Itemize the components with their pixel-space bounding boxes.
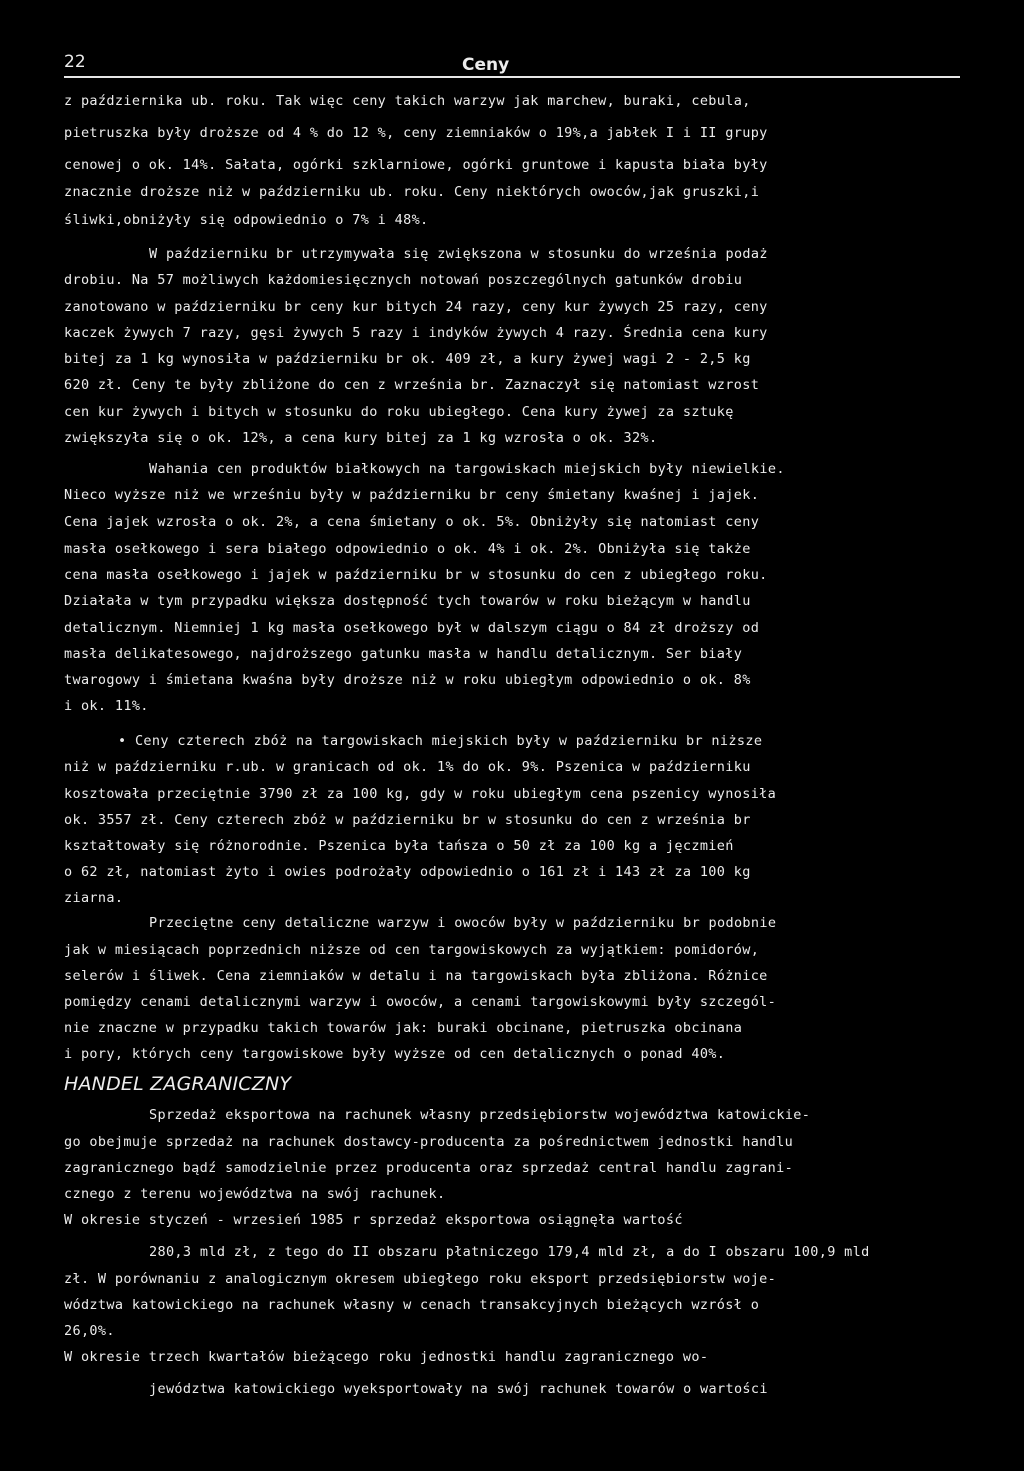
text-line: niż w październiku r.ub. w granicach od ok. 1% do ok. 9%. Pszenica w październiku	[64, 759, 751, 775]
text-line: zagranicznego bądź samodzielnie przez producenta oraz sprzedaż central handlu zagrani-	[64, 1160, 794, 1176]
text-line: cznego z terenu województwa na swój rachunek.	[64, 1186, 446, 1202]
text-line: Wahania cen produktów białkowych na targowiskach miejskich były niewielkie.	[149, 461, 785, 477]
text-line: Nieco wyższe niż we wrześniu były w październiku br ceny śmietany kwaśnej i jajek.	[64, 487, 760, 503]
text-line: ziarna.	[64, 890, 124, 906]
text-line: Sprzedaż eksportowa na rachunek własny przedsiębiorstw województwa katowickie-	[149, 1107, 811, 1123]
text-line: bitej za 1 kg wynosiła w październiku br ok. 409 zł, a kury żywej wagi 2 - 2,5 kg	[64, 351, 751, 367]
text-line: zwiększyła się o ok. 12%, a cena kury bitej za 1 kg wzrosła o ok. 32%.	[64, 430, 658, 446]
text-line: kosztowała przeciętnie 3790 zł za 100 kg, gdy w roku ubiegłym cena pszenicy wynosiła	[64, 786, 777, 802]
page-header	[64, 52, 960, 82]
text-line: ok. 3557 zł. Ceny czterech zbóż w październiku br w stosunku do cen z września br	[64, 812, 751, 828]
text-line: masła osełkowego i sera białego odpowiednio o ok. 4% i ok. 2%. Obniżyła się także	[64, 541, 751, 557]
text-line: śliwki,obniżyły się odpowiednio o 7% i 48%.	[64, 212, 429, 228]
text-line: z października ub. roku. Tak więc ceny takich warzyw jak marchew, buraki, cebula,	[64, 93, 751, 109]
section-heading: HANDEL ZAGRANICZNY	[64, 1073, 292, 1095]
text-line: drobiu. Na 57 możliwych każdomiesięcznych notowań poszczególnych gatunków drobiu	[64, 272, 743, 288]
text-line: selerów i śliwek. Cena ziemniaków w detalu i na targowiskach była zbliżona. Różnice	[64, 968, 768, 984]
text-line: • Ceny czterech zbóż na targowiskach miejskich były w październiku br niższe	[118, 733, 763, 749]
text-line: o 62 zł, natomiast żyto i owies podrożały odpowiednio o 161 zł i 143 zł za 100 kg	[64, 864, 751, 880]
text-line: Działała w tym przypadku większa dostępność tych towarów w roku bieżącym w handlu	[64, 593, 751, 609]
text-line: i ok. 11%.	[64, 698, 149, 714]
text-line: cenowej o ok. 14%. Sałata, ogórki szklarniowe, ogórki gruntowe i kapusta biała były	[64, 157, 768, 173]
text-line: kształtowały się różnorodnie. Pszenica była tańsza o 50 zł za 100 kg a jęczmień	[64, 838, 734, 854]
text-line: twarogowy i śmietana kwaśna były droższe niż w roku ubiegłym odpowiednio o ok. 8%	[64, 672, 751, 688]
text-line: W okresie styczeń - wrzesień 1985 r sprzedaż eksportowa osiągnęła wartość	[64, 1212, 683, 1228]
text-line: Cena jajek wzrosła o ok. 2%, a cena śmietany o ok. 5%. Obniżyły się natomiast ceny	[64, 514, 760, 530]
text-line: kaczek żywych 7 razy, gęsi żywych 5 razy i indyków żywych 4 razy. Średnia cena kury	[64, 325, 768, 341]
text-line: masła delikatesowego, najdroższego gatunku masła w handlu detalicznym. Ser biały	[64, 646, 743, 662]
text-line: i pory, których ceny targowiskowe były wyższe od cen detalicznych o ponad 40%.	[64, 1046, 726, 1062]
page-number: 22	[64, 52, 86, 72]
running-title: Ceny	[462, 55, 510, 75]
text-line: W październiku br utrzymywała się zwiększona w stosunku do września podaż	[149, 246, 768, 262]
text-line: znacznie droższe niż w październiku ub. roku. Ceny niektórych owoców,jak gruszki,i	[64, 184, 760, 200]
text-line: detalicznym. Niemniej 1 kg masła osełkowego był w dalszym ciągu o 84 zł droższy od	[64, 620, 760, 636]
text-line: wództwa katowickiego na rachunek własny w cenach transakcyjnych bieżących wzrósł o	[64, 1297, 760, 1313]
text-line: cen kur żywych i bitych w stosunku do roku ubiegłego. Cena kury żywej za sztukę	[64, 404, 734, 420]
text-line: zł. W porównaniu z analogicznym okresem ubiegłego roku eksport przedsiębiorstw woje-	[64, 1271, 777, 1287]
text-line: 26,0%.	[64, 1323, 115, 1339]
text-line: W okresie trzech kwartałów bieżącego roku jednostki handlu zagranicznego wo-	[64, 1349, 709, 1365]
text-line: 280,3 mld zł, z tego do II obszaru płatniczego 179,4 mld zł, a do I obszaru 100,9 mld	[149, 1244, 870, 1260]
header-rule	[64, 76, 960, 78]
text-line: go obejmuje sprzedaż na rachunek dostawcy-producenta za pośrednictwem jednostki handlu	[64, 1134, 794, 1150]
text-line: jewództwa katowickiego wyeksportowały na swój rachunek towarów o wartości	[149, 1381, 768, 1397]
text-line: jak w miesiącach poprzednich niższe od cen targowiskowych za wyjątkiem: pomidorów,	[64, 942, 760, 958]
text-line: cena masła osełkowego i jajek w październiku br w stosunku do cen z ubiegłego roku.	[64, 567, 768, 583]
text-line: nie znaczne w przypadku takich towarów jak: buraki obcinane, pietruszka obcinana	[64, 1020, 743, 1036]
text-line: zanotowano w październiku br ceny kur bitych 24 razy, ceny kur żywych 25 razy, ceny	[64, 299, 768, 315]
text-line: 620 zł. Ceny te były zbliżone do cen z września br. Zaznaczył się natomiast wzrost	[64, 377, 760, 393]
text-line: pomiędzy cenami detalicznymi warzyw i owoców, a cenami targowiskowymi były szczegól-	[64, 994, 777, 1010]
text-line: pietruszka były droższe od 4 % do 12 %, ceny ziemniaków o 19%,a jabłek I i II grupy	[64, 125, 768, 141]
text-line: Przeciętne ceny detaliczne warzyw i owoców były w październiku br podobnie	[149, 915, 777, 931]
